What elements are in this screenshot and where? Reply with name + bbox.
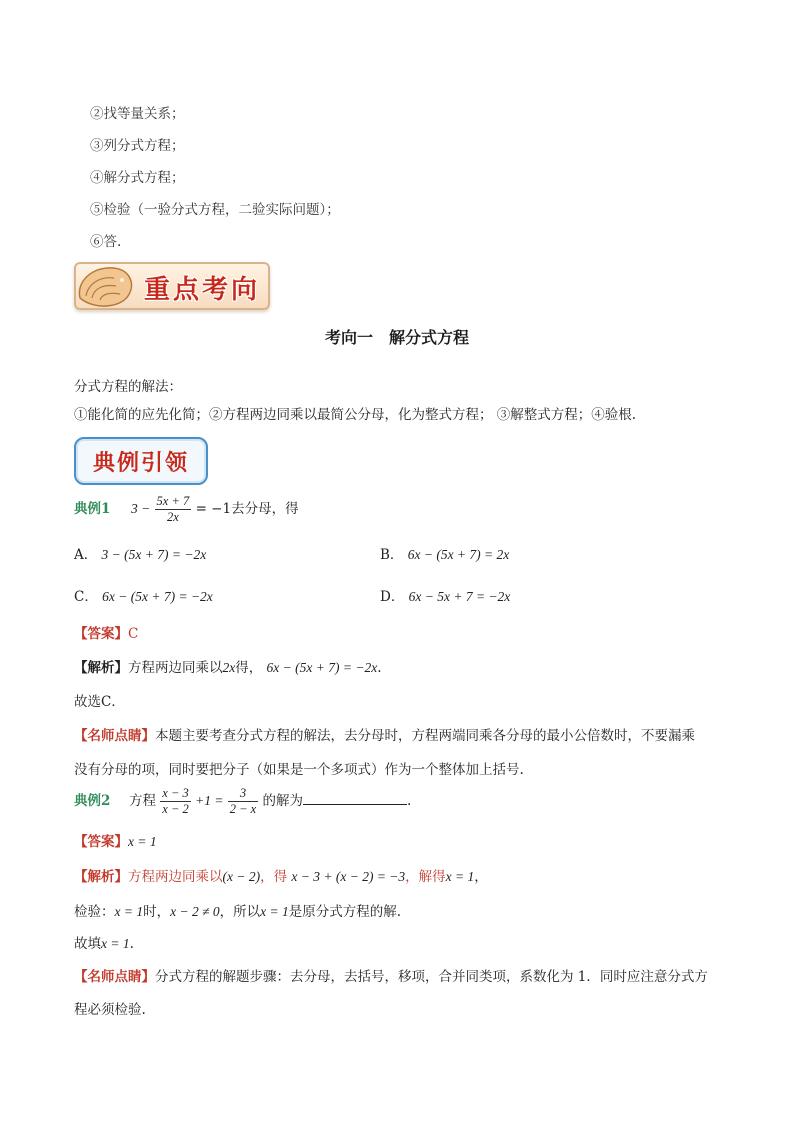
ex2-analysis-line bbox=[74, 865, 488, 885]
tip-tag: 【名师点睛】 bbox=[74, 728, 155, 744]
ex2-check-x: x = 1 bbox=[114, 904, 144, 919]
ex1-analysis-mid: 得， bbox=[235, 660, 263, 676]
ex1-answer-line bbox=[74, 622, 138, 642]
option-expr: 6x − 5x + 7 = −2x bbox=[408, 589, 511, 604]
section-title: 考向一 解分式方程 bbox=[324, 328, 469, 347]
ex1-tip-line2: 没有分母的项，同时要把分子（如果是一个多项式）作为一个整体加上括号. bbox=[74, 762, 524, 778]
ex1-analysis-end: . bbox=[377, 660, 382, 676]
ex1-suffix: = −1去分母，得 bbox=[195, 501, 299, 517]
analysis-tag: 【解析】 bbox=[74, 869, 128, 885]
answer-tag: 【答案】 bbox=[74, 834, 128, 850]
ex1-analysis-line bbox=[74, 656, 382, 676]
ex2-suffix: 的解为 bbox=[262, 793, 304, 809]
option-letter: B． bbox=[380, 547, 404, 563]
option-letter: C． bbox=[74, 589, 98, 605]
ex1-numerator: 5x + 7 bbox=[156, 494, 190, 508]
ex2-fill-pre: 故填 bbox=[74, 936, 101, 952]
ex2-analysis-expr: x − 3 + (x − 2) = −3 bbox=[291, 869, 406, 884]
ex2-analysis-root: x = 1 bbox=[445, 869, 475, 884]
method-body: ①能化简的应先化简；②方程两边同乘以最简公分母，化为整式方程； ③解整式方程；④验根. bbox=[74, 407, 637, 423]
ex1-tip-line1 bbox=[74, 724, 695, 744]
ex1-question bbox=[74, 494, 299, 525]
ex2-left-numerator: x − 3 bbox=[162, 786, 189, 800]
ex2-answer-line bbox=[74, 830, 157, 850]
ex1-analysis-var: 2x bbox=[222, 660, 236, 675]
ex2-fraction-left bbox=[160, 786, 190, 817]
ex2-tip-line1 bbox=[74, 965, 708, 985]
ex2-end: . bbox=[407, 793, 412, 809]
ex2-mid: +1 = bbox=[195, 793, 224, 808]
ex2-analysis-factor: (x − 2) bbox=[222, 869, 261, 884]
ex2-analysis-mid: ，得 bbox=[260, 869, 288, 885]
example-lead-box bbox=[74, 437, 208, 485]
ex2-fill-line bbox=[74, 932, 134, 952]
ex2-check-line bbox=[74, 900, 401, 920]
example-lead-label: 典例引领 bbox=[92, 450, 189, 476]
ex2-analysis-pre: 方程两边同乘以 bbox=[128, 869, 223, 885]
ex2-check-mid2: ，所以 bbox=[219, 904, 261, 920]
ex2-prefix: 方程 bbox=[129, 793, 156, 809]
ex1-option-b bbox=[380, 543, 509, 563]
ex1-analysis-pre: 方程两边同乘以 bbox=[128, 660, 223, 676]
step-5: ⑤检验（一验分式方程，二验实际问题）； bbox=[90, 202, 340, 218]
ex2-analysis-end: ， bbox=[474, 869, 488, 885]
ex1-answer: C bbox=[128, 626, 139, 642]
option-expr: 6x − (5x + 7) = 2x bbox=[407, 547, 510, 562]
ex2-fill-end: . bbox=[129, 936, 134, 952]
ex2-fill-val: x = 1 bbox=[101, 936, 130, 951]
ex2-tip-line2: 程必须检验. bbox=[74, 1002, 146, 1018]
analysis-tag: 【解析】 bbox=[74, 660, 128, 676]
ex1-fraction bbox=[155, 494, 192, 525]
key-direction-banner bbox=[74, 262, 270, 310]
ex1-label: 典例1 bbox=[74, 501, 111, 517]
conch-shell-icon bbox=[74, 258, 140, 312]
ex1-option-a bbox=[74, 543, 206, 563]
step-4: ④解分式方程； bbox=[90, 170, 185, 186]
step-2: ②找等量关系； bbox=[90, 106, 185, 122]
ex2-check-end: 是原分式方程的解. bbox=[288, 904, 402, 920]
ex1-conclusion: 故选C． bbox=[74, 694, 125, 710]
ex2-label: 典例2 bbox=[74, 793, 111, 809]
ex2-analysis-mid2: ，解得 bbox=[405, 869, 446, 885]
ex2-fraction-right bbox=[228, 786, 258, 817]
ex2-right-numerator: 3 bbox=[228, 786, 258, 802]
ex1-prefix: 3 − bbox=[131, 501, 151, 516]
ex2-question bbox=[74, 786, 411, 817]
ex2-right-denominator: 2 − x bbox=[229, 802, 257, 816]
ex1-tip-text1: 本题主要考查分式方程的解法，去分母时，方程两端同乘各分母的最小公倍数时，不要漏乘 bbox=[155, 728, 695, 744]
ex1-option-d bbox=[380, 585, 510, 605]
banner-title: 重点考向 bbox=[144, 275, 261, 305]
ex2-tip-text1: 分式方程的解题步骤：去分母，去括号，移项，合并同类项，系数化为 1．同时应注意分式方 bbox=[155, 969, 708, 985]
ex2-left-denominator: x − 2 bbox=[162, 802, 189, 816]
ex1-analysis-expr: 6x − (5x + 7) = −2x bbox=[266, 660, 378, 675]
option-letter: A． bbox=[74, 547, 98, 563]
step-6: ⑥答. bbox=[90, 234, 122, 250]
answer-tag: 【答案】 bbox=[74, 626, 128, 642]
ex1-denominator: 2x bbox=[167, 510, 179, 524]
ex2-check-mid: 时， bbox=[143, 904, 171, 920]
ex2-check-pre: 检验： bbox=[74, 904, 115, 920]
tip-tag: 【名师点睛】 bbox=[74, 969, 155, 985]
answer-blank[interactable] bbox=[303, 792, 407, 805]
method-title: 分式方程的解法： bbox=[74, 379, 182, 395]
ex2-check-root: x = 1 bbox=[260, 904, 289, 919]
option-expr: 3 − (5x + 7) = −2x bbox=[101, 547, 207, 562]
ex2-answer: x = 1 bbox=[128, 834, 157, 849]
option-letter: D． bbox=[380, 589, 405, 605]
ex1-option-c bbox=[74, 585, 213, 605]
ex2-check-expr: x − 2 ≠ 0 bbox=[170, 904, 220, 919]
option-expr: 6x − (5x + 7) = −2x bbox=[102, 589, 213, 604]
step-3: ③列分式方程； bbox=[90, 138, 185, 154]
